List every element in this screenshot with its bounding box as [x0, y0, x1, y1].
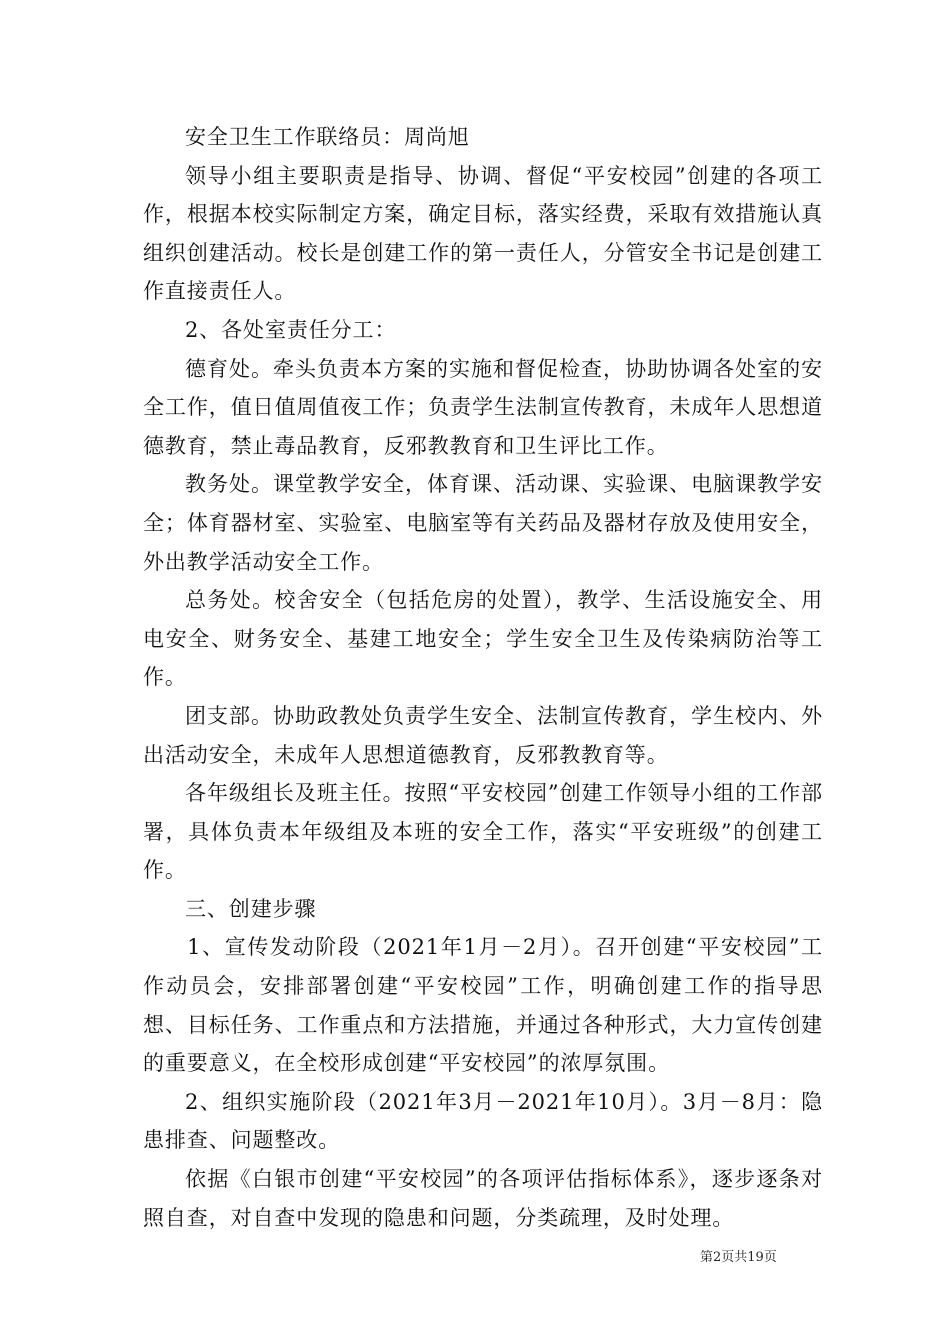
paragraph-academic-affairs-office: 教务处。课堂教学安全，体育课、活动课、实验课、电脑课教学安全；体育器材室、实验室、电脑室等有关药品及器材存放及使用安全，外出教学活动安全工作。 — [143, 472, 823, 574]
paragraph-section-3-heading: 三、创建步骤 — [185, 896, 317, 921]
paragraph-grade-leaders: 各年级组长及班主任。按照“平安校园”创建工作领导小组的工作部署，具体负责本年级组及本班的安全工作，落实“平安班级”的创建工作。 — [143, 781, 823, 883]
paragraph-evaluation-basis: 依据《白银市创建“平安校园”的各项评估指标体系》，逐步逐条对照自查，对自查中发现的隐患和问题，分类疏理，及时处理。 — [143, 1167, 823, 1230]
paragraph-leadership-duties: 领导小组主要职责是指导、协调、督促“平安校园”创建的各项工作，根据本校实际制定方案，确定目标，落实经费，采取有效措施认真组织创建活动。校长是创建工作的第一责任人，分管安全书记是创建工作直接责任人。 — [143, 163, 823, 304]
page-number-footer: 第2页共19页 — [700, 1250, 777, 1265]
paragraph-liaison: 安全卫生工作联络员：周尚旭 — [185, 125, 470, 149]
paragraph-moral-education-office: 德育处。牵头负责本方案的实施和督促检查，协助协调各处室的安全工作，值日值周值夜工作；负责学生法制宣传教育，未成年人思想道德教育，禁止毒品教育，反邪教教育和卫生评比工作。 — [143, 356, 823, 458]
paragraph-implementation-stage: 2、组织实施阶段（2021年3月－2021年10月）。3月－8月：隐患排查、问题整改。 — [143, 1089, 823, 1153]
paragraph-section-2-heading: 2、各处室责任分工： — [185, 317, 397, 342]
paragraph-publicity-stage: 1、宣传发动阶段（2021年1月－2月）。召开创建“平安校园”工作动员会，安排部署创建“平安校园”工作，明确创建工作的指导思想、目标任务、工作重点和方法措施，并通过各种形式，大力宣传创建的重要意义，在全校形成创建“平安校园”的浓厚氛围。 — [143, 935, 823, 1076]
paragraph-general-affairs-office: 总务处。校舍安全（包括危房的处置），教学、生活设施安全、用电安全、财务安全、基建工地安全；学生安全卫生及传染病防治等工作。 — [143, 588, 823, 690]
paragraph-youth-league-branch: 团支部。协助政教处负责学生安全、法制宣传教育，学生校内、外出活动安全，未成年人思想道德教育，反邪教教育等。 — [143, 703, 823, 767]
document-body — [143, 118, 823, 1237]
